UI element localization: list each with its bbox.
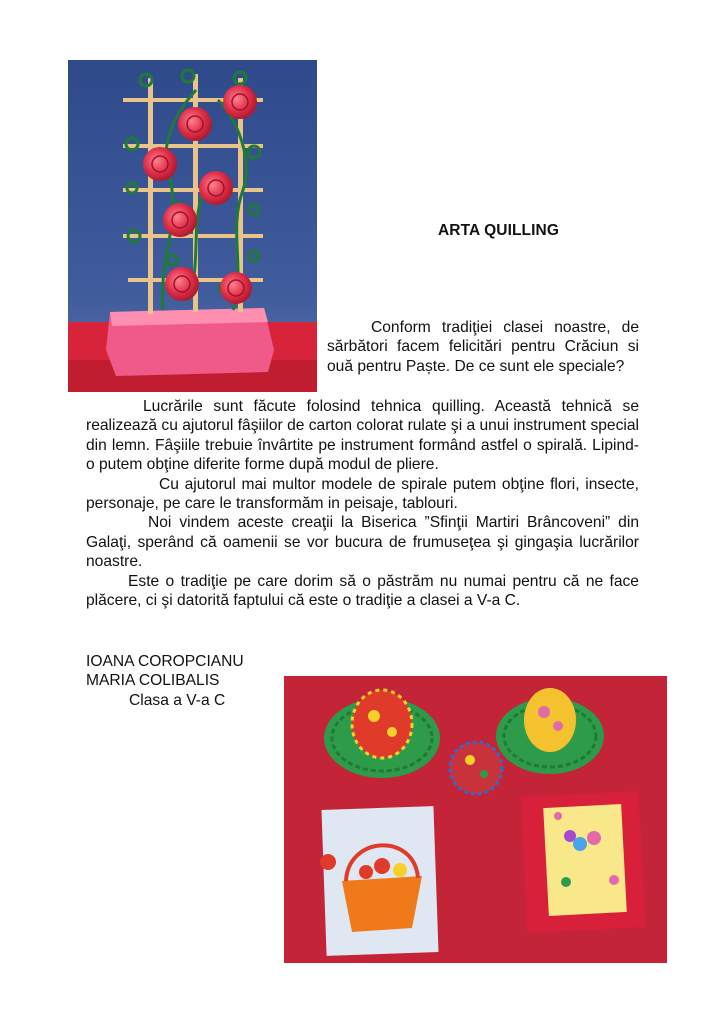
quilled-eggs-cards-photo (284, 676, 667, 963)
roses-trellis-illustration (68, 60, 317, 392)
intro-paragraph: Conform tradiţiei clasei noastre, de sărbători facem felicitări pentru Crăciun si ouă pentru Paște. De ce sunt ele speciale? (327, 319, 639, 375)
class-label: Clasa a V-a C (129, 691, 226, 709)
author-name: MARIA COLIBALIS (86, 672, 220, 690)
body-paragraph: Lucrările sunt făcute folosind tehnica quilling. Această tehnică se realizează cu ajutorul fâşiilor de carton colorat rulate şi a unui instrument special din lemn. Fâşiile trebuie învârtite pe instrument formând astfel o spirală. Lipind-o putem obţine diferite forme după modul de pliere. (86, 398, 639, 474)
body-paragraph: Cu ajutorul mai multor modele de spirale putem obţine flori, insecte, personaje, pe care le transformăm in peisaje, tablouri. (86, 475, 639, 513)
body-paragraph: Este o tradiţie pe care dorim să o păstrăm nu numai pentru că ne face plăcere, ci şi datorită faptului că este o tradiţie a clasei a V-a C. (86, 572, 639, 610)
eggs-cards-illustration (284, 676, 667, 963)
authors-block (86, 652, 244, 710)
body-paragraph: Noi vindem aceste creaţii la Biserica ”Sfinţii Martiri Brâncoveni” din Galaţi, sperând că oamenii se vor bucura de frumuseţea şi gingaşia lucrărilor noastre. (86, 514, 639, 571)
article-title: ARTA QUILLING (438, 222, 559, 239)
roses-trellis-photo (68, 60, 317, 392)
article-body (86, 397, 639, 610)
author-name: IOANA COROPCIANU (86, 653, 244, 670)
